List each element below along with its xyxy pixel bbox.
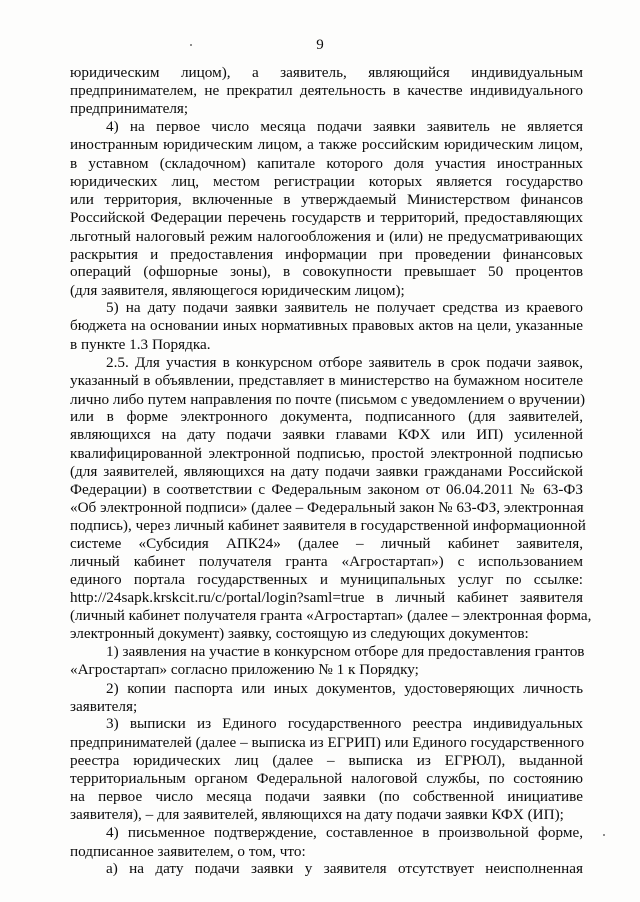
text-line: (личный кабинет получателя гранта «Агростартап» (далее – электронная форма, — [70, 607, 592, 624]
scan-speck — [603, 834, 605, 836]
text-line: предпринимателя; — [70, 100, 189, 117]
text-line: на первое число месяца подачи заявки (по собственной инициативе — [70, 788, 583, 805]
text-line: заявителя), – для заявителей, являющихся на дату подачи заявки КФХ (ИП); — [70, 806, 564, 823]
text-line: заявителя; — [70, 698, 138, 715]
text-line: 2) копии паспорта или иных документов, удостоверяющих личность — [106, 680, 583, 697]
text-line: а) на дату подачи заявки у заявителя отсутствует неисполненная — [106, 860, 583, 877]
text-line: подпись), через личный кабинет заявителя в государственной информационной — [70, 517, 586, 534]
text-line: в пункте 1.3 Порядка. — [70, 336, 211, 353]
text-line: операций (офшорные зоны), в совокупности превышает 50 процентов — [70, 263, 583, 280]
scan-speck — [190, 44, 192, 46]
text-line: единого портала государственных и муниципальных услуг по ссылке: — [70, 571, 583, 588]
text-line: Российской Федерации перечень государств и территорий, предоставляющих — [70, 209, 583, 226]
text-line: 1) заявления на участие в конкурсном отборе для предоставления грантов — [106, 643, 585, 660]
text-line: личный кабинет получателя гранта «Агростартап») с использованием — [70, 553, 583, 570]
text-line: квалифицированной электронной подписью, простой электронной подписью — [70, 445, 583, 462]
text-line: электронный документ) заявку, состоящую из следующих документов: — [70, 625, 529, 642]
text-line: предпринимателей (далее – выписка из ЕГРИП) или Единого государственного — [70, 734, 585, 751]
text-line: (для заявителя, являющегося юридическим лицом); — [70, 282, 405, 299]
text-line: подписанное заявителем, о том, что: — [70, 843, 306, 860]
text-line: (для заявителей, являющихся на дату подачи заявки гражданами Российской — [70, 463, 583, 480]
text-line: предпринимателем, не прекратил деятельность в качестве индивидуального — [70, 82, 583, 99]
text-line: в уставном (складочном) капитале которого доля участия иностранных — [70, 155, 583, 172]
text-line: или в форме электронного документа, подписанного (для заявителей, — [70, 408, 583, 425]
text-line: являющихся на дату подачи заявки главами КФХ или ИП) усиленной — [70, 426, 583, 443]
text-line: 2.5. Для участия в конкурсном отборе заявитель в срок подачи заявок, — [106, 354, 583, 371]
text-line: Федерации) в соответствии с Федеральным законом от 06.04.2011 № 63-ФЗ — [70, 481, 583, 498]
text-line: иностранным юридическим лицом, а также российским юридическим лицом, — [70, 136, 583, 153]
text-line: лично либо путем направления по почте (письмом с уведомлением о вручении) — [70, 391, 586, 408]
text-line: 3) выписки из Единого государственного реестра индивидуальных — [106, 715, 583, 732]
text-line: 5) на дату подачи заявки заявитель не получает средства из краевого — [106, 299, 583, 316]
text-line: бюджета на основании иных нормативных правовых актов на цели, указанные — [70, 317, 583, 334]
text-line: http://24sapk.krskcit.ru/c/portal/login?saml=true в личный кабинет заявителя — [70, 589, 583, 606]
text-line: «Агростартап» согласно приложению № 1 к Порядку; — [70, 661, 419, 678]
text-line: льготный налоговый режим налогообложения и (или) не предусматривающих — [70, 228, 583, 245]
page-number: 9 — [316, 37, 324, 53]
text-line: раскрытия и предоставления информации при проведении финансовых — [70, 246, 583, 263]
text-line: системе «Субсидия АПК24» (далее – личный кабинет заявителя, — [70, 535, 583, 552]
text-line: указанный в объявлении, представляет в министерство на бумажном носителе — [70, 372, 583, 389]
text-line: или территория, включенные в утверждаемый Министерством финансов — [70, 191, 583, 208]
text-line: 4) на первое число месяца подачи заявки заявитель не является — [106, 118, 583, 135]
text-line: юридическим лицом), а заявитель, являющийся индивидуальным — [70, 64, 583, 81]
text-line: территориальным органом Федеральной налоговой службы, по состоянию — [70, 770, 583, 787]
text-line: юридических лиц, местом регистрации которых является государство — [70, 173, 583, 190]
text-line: «Об электронной подписи» (далее – Федеральный закон № 63-ФЗ, электронная — [70, 499, 584, 516]
text-line: реестра юридических лиц (далее – выписка из ЕГРЮЛ), выданной — [70, 752, 583, 769]
text-line: 4) письменное подтверждение, составленное в произвольной форме, — [106, 824, 583, 841]
